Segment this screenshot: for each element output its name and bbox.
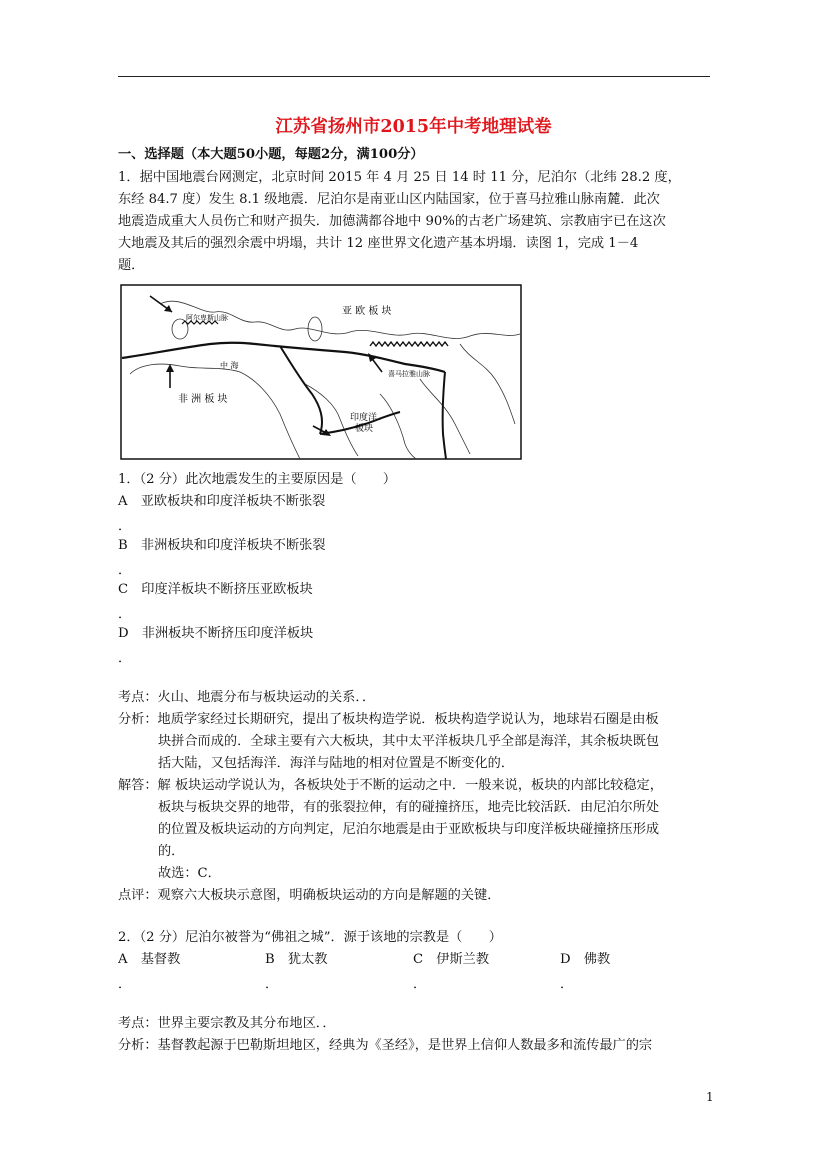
label-indian-2: 板块 xyxy=(355,424,374,434)
q2-option-d: D 佛教 xyxy=(560,952,611,967)
option-dot: ． xyxy=(118,563,132,578)
option-dot: ． xyxy=(118,651,132,666)
q1-fenxi: 分析：地质学家经过长期研究，提出了板块构造学说．板块构造学说认为，地球岩石圈是由板 xyxy=(118,712,659,727)
q2-option-a: A 基督教 xyxy=(118,952,181,967)
page-title: 江苏省扬州市2015年中考地理试卷 xyxy=(275,117,552,137)
q1-option-a: A 亚欧板块和印度洋板块不断张裂 xyxy=(118,494,326,509)
option-dot: ． xyxy=(265,977,279,992)
option-dot: ． xyxy=(118,519,132,534)
q2-stem: 2．（2 分）尼泊尔被誉为“佛祖之城”．源于该地的宗教是（ ） xyxy=(118,930,502,945)
q1-jieda: 的． xyxy=(158,844,185,859)
option-dot: ． xyxy=(413,977,427,992)
page-number: 1 xyxy=(706,1090,714,1104)
label-indian-1: 印度洋 xyxy=(350,413,378,423)
q1-option-d: D 非洲板块不断挤压印度洋板块 xyxy=(118,626,314,641)
q2-kaodian: 考点：世界主要宗教及其分布地区．． xyxy=(118,1016,336,1031)
q1-fenxi: 块拼合而成的．全球主要有六大板块，其中太平洋板块几乎全部是海洋，其余板块既包 xyxy=(158,734,660,749)
label-alps: 阿尔卑斯山脉 xyxy=(186,314,228,322)
intro-line: 地震造成重大人员伤亡和财产损失．加德满都谷地中 90%的古老广场建筑、宗教庙宇已在这次 xyxy=(118,214,666,229)
q1-fenxi: 括大陆，又包括海洋．海洋与陆地的相对位置是不断变化的． xyxy=(158,756,515,771)
option-dot: ． xyxy=(560,977,574,992)
q1-option-c: C 印度洋板块不断挤压亚欧板块 xyxy=(118,582,313,597)
section-heading: 一、选择题（本大题50小题，每题2分，满100分） xyxy=(118,147,424,162)
q1-option-b: B 非洲板块和印度洋板块不断张裂 xyxy=(118,538,326,553)
q2-option-c: C 伊斯兰教 xyxy=(413,952,490,967)
q1-dianping: 点评：观察六大板块示意图，明确板块运动的方向是解题的关键． xyxy=(118,888,501,903)
label-africa: 非 洲 板 块 xyxy=(178,394,228,405)
label-himalaya: 喜马拉雅山脉 xyxy=(388,370,430,378)
q1-jieda: 的位置及板块运动的方向判定，尼泊尔地震是由于亚欧板块与印度洋板块碰撞挤压形成 xyxy=(158,822,660,837)
q2-fenxi: 分析：基督教起源于巴勒斯坦地区，经典为《圣经》，是世界上信仰人数最多和流传最广的宗 xyxy=(118,1038,653,1053)
q1-jieda: 解答：解 板块运动学说认为，各板块处于不断的运动之中．一般来说，板块的内部比较稳定， xyxy=(118,778,663,793)
label-eurasia: 亚 欧 板 块 xyxy=(342,306,392,317)
option-dot: ． xyxy=(118,607,132,622)
q1-answer: 故选：C． xyxy=(158,866,221,881)
q2-option-b: B 犹太教 xyxy=(265,952,328,967)
intro-line: 1．据中国地震台网测定，北京时间 2015 年 4 月 25 日 14 时 11 分，尼泊尔（北纬 28.2 度， xyxy=(118,170,681,185)
label-sea: 中 海 xyxy=(220,361,239,370)
header-rule xyxy=(118,76,710,77)
option-dot: ． xyxy=(118,977,132,992)
q1-jieda: 板块与板块交界的地带，有的张裂拉伸，有的碰撞挤压，地壳比较活跃．由尼泊尔所处 xyxy=(158,800,660,815)
q1-kaodian: 考点：火山、地震分布与板块运动的关系．． xyxy=(118,690,376,705)
plate-map xyxy=(120,284,522,460)
intro-line: 大地震及其后的强烈余震中坍塌，共计 12 座世界文化遗产基本坍塌．读图 1，完成 1－4 xyxy=(118,236,639,251)
intro-line: 题． xyxy=(118,258,145,273)
q1-stem: 1．（2 分）此次地震发生的主要原因是（ ） xyxy=(118,472,397,487)
intro-line: 东经 84.7 度）发生 8.1 级地震．尼泊尔是南亚山区内陆国家，位于喜马拉雅山脉南麓．此次 xyxy=(118,192,660,207)
